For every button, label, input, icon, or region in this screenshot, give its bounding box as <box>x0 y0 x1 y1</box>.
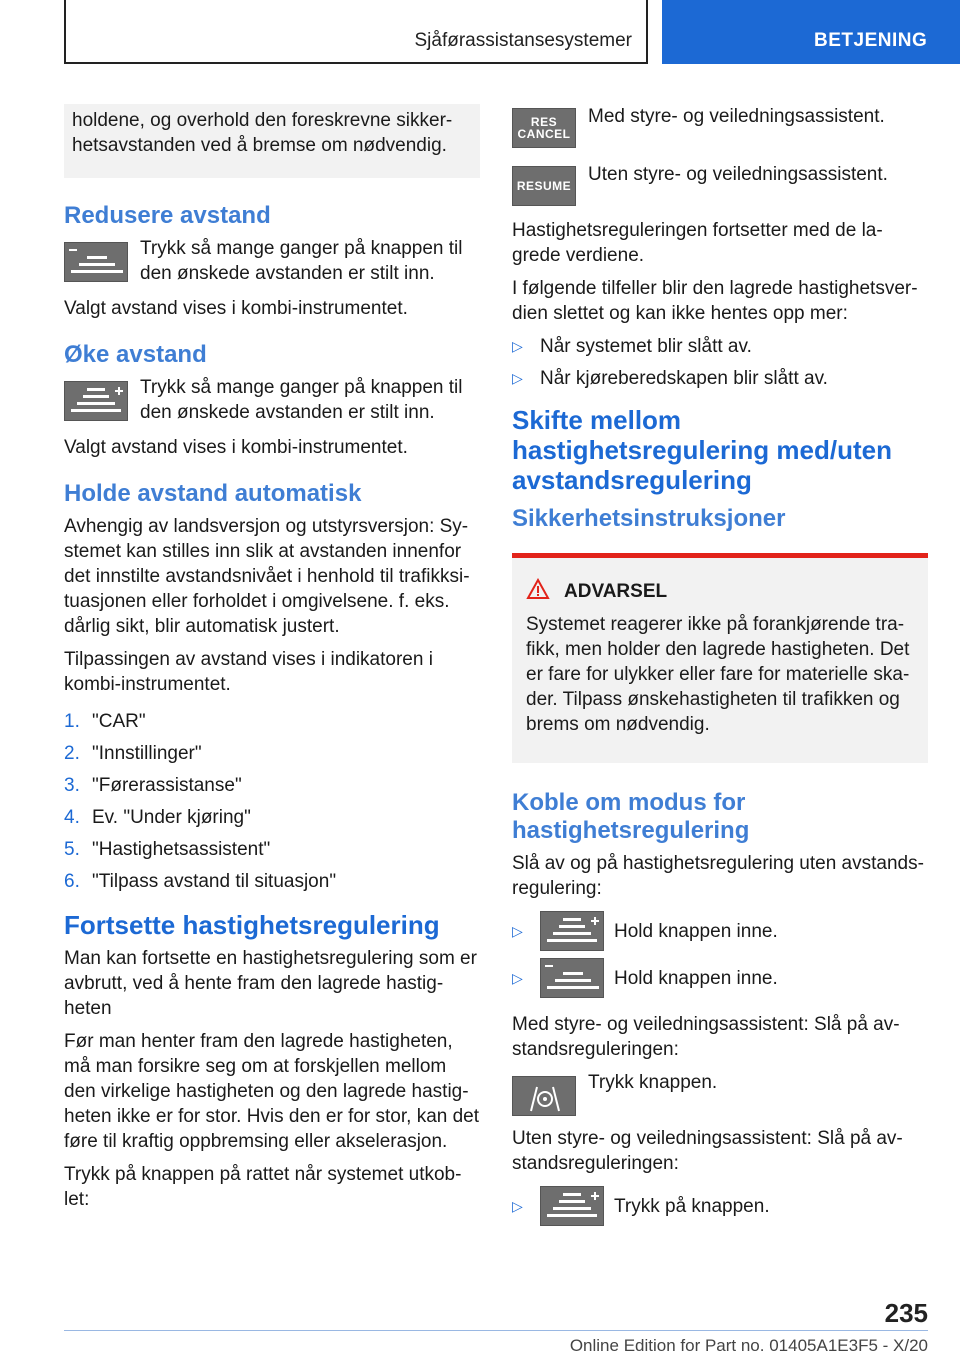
reduce-distance-row <box>64 236 480 286</box>
footer-divider <box>64 1330 928 1331</box>
warning-title-row <box>520 578 920 606</box>
resume-paragraph-3: Trykk på knappen på rattet når systemet utkob-let: <box>64 1164 462 1210</box>
distance-minus-button-icon <box>64 242 128 282</box>
list-item: 3. "Førerassistanse" <box>64 775 242 796</box>
list-item: ▷ Hold knappen inne. <box>512 911 928 951</box>
page-number: 235 <box>884 1298 928 1328</box>
reduce-distance-note: Valgt avstand vises i kombi-instrumentet. <box>64 298 408 319</box>
list-item: 2. "Innstillinger" <box>64 743 202 764</box>
triangle-bullet-icon: ▷ <box>512 969 523 986</box>
res-cancel-text: Med styre- og veiledningsassistent. <box>588 106 885 127</box>
list-item: 5. "Hastighetsassistent" <box>64 839 271 860</box>
mode-switch-heading: Koble om modus for hastighetsregulering <box>512 789 750 844</box>
distance-minus-button-icon <box>540 958 604 998</box>
distance-plus-button-icon <box>64 381 128 421</box>
mode-off-on-paragraph: Slå av og på hastighetsregulering uten avstands-regulering: <box>512 853 924 899</box>
edition-footer: Online Edition for Part no. 01405A1E3F5 - X/20 <box>569 1336 928 1355</box>
resume-row <box>512 162 928 206</box>
triangle-bullet-icon: ▷ <box>512 370 523 386</box>
hold-buttons-list <box>512 911 928 998</box>
resume-continues-paragraph: Hastighetsreguleringen fortsetter med de la-grede verdiene. <box>512 220 883 266</box>
resume-paragraph-2: Før man henter fram den lagrede hastigheten, må man forsikre seg om at forskjellen mellom den virkelige hastigheten og den lagrede hastig-heten ikke er for stor. Hvis den er for stor, kan det føre til kraftig oppbremsing eller akselerasjon. <box>64 1031 480 1152</box>
list-item: ▷ Når systemet blir slått av. <box>512 336 752 357</box>
list-item: ▷ Trykk på knappen. <box>512 1186 928 1226</box>
continued-paragraph: holdene, og overhold den foreskrevne sikker-hetsavstanden ved å bremse om nødvendig. <box>72 110 453 156</box>
press-button-row <box>512 1070 928 1116</box>
settings-steps-list <box>64 709 480 894</box>
warning-box <box>512 553 928 763</box>
left-column <box>64 104 480 1220</box>
res-cancel-row <box>512 104 928 148</box>
warning-triangle-icon <box>526 578 550 606</box>
triangle-bullet-icon: ▷ <box>512 338 523 354</box>
deletion-cases-list <box>512 334 928 391</box>
triangle-bullet-icon: ▷ <box>512 922 523 939</box>
press-button-list <box>512 1186 928 1226</box>
distance-plus-button-icon <box>540 1186 604 1226</box>
distance-plus-button-icon <box>540 911 604 951</box>
resume-button-icon: RESUME <box>512 166 576 206</box>
increase-distance-row <box>64 375 480 425</box>
without-steering-paragraph: Uten styre- og veiledningsassistent: Slå på av-standsreguleringen: <box>512 1128 903 1174</box>
continued-paragraph-box <box>64 104 480 178</box>
res-cancel-button-icon: RES CANCEL <box>512 108 576 148</box>
section-title: BETJENING <box>814 30 928 51</box>
increase-distance-heading: Øke avstand <box>64 341 207 368</box>
header-chapter-box <box>64 0 648 64</box>
press-button-text: Trykk knappen. <box>588 1072 718 1093</box>
warning-title: ADVARSEL <box>564 581 668 602</box>
stored-speed-deleted-paragraph: I følgende tilfeller blir den lagrede hastighetsver-dien slettet og kan ikke hentes opp mer: <box>512 278 918 324</box>
resume-paragraph-1: Man kan fortsette en hastighetsregulering som er avbrutt, ved å hente fram den lagrede hastig-heten <box>64 948 477 1019</box>
list-item: 1. "CAR" <box>64 711 146 732</box>
chapter-title: Sjåførassistansesystemer <box>414 30 632 51</box>
steering-assist-button-icon <box>512 1076 576 1116</box>
list-item: 4. Ev. "Under kjøring" <box>64 807 251 828</box>
auto-distance-heading: Holde avstand automatisk <box>64 480 362 507</box>
increase-distance-note: Valgt avstand vises i kombi-instrumentet. <box>64 437 408 458</box>
safety-instructions-heading: Sikkerhetsinstruksjoner <box>512 505 786 532</box>
auto-distance-paragraph: Avhengig av landsversjon og utstyrsversjon: Sy-stemet kan stilles inn slik at avstanden innenfor det innstilte avstandsnivået i henhold til trafikksi-tuasjonen eller forholdet i omgivelsene. f. eks. dårlig sikt, blir automatisk justert. <box>64 516 470 637</box>
auto-distance-indicator-note: Tilpassingen av avstand vises i indikatoren i kombi-instrumentet. <box>64 649 433 695</box>
list-item: ▷ Når kjøreberedskapen blir slått av. <box>512 368 828 389</box>
list-item: 6. "Tilpass avstand til situasjon" <box>64 871 337 892</box>
increase-distance-instruction: Trykk så mange ganger på knappen til den ønskede avstanden er stilt inn. <box>140 377 463 423</box>
resume-text: Uten styre- og veiledningsassistent. <box>588 164 888 185</box>
resume-speed-control-heading: Fortsette hastighetsregulering <box>64 910 440 940</box>
header-section-tab <box>662 0 960 64</box>
switch-mode-heading: Skifte mellom hastighetsregulering med/uten avstandsregulering <box>512 405 892 495</box>
with-steering-paragraph: Med styre- og veiledningsassistent: Slå på av-standsreguleringen: <box>512 1014 900 1060</box>
triangle-bullet-icon: ▷ <box>512 1197 523 1214</box>
warning-text: Systemet reagerer ikke på forankjørende tra-fikk, men holder den lagrede hastigheten. Det er fare for ulykker eller fare for materielle ska-der. Tilpass ønskehastigheten til trafikken og brems om nødvendig. <box>526 614 910 735</box>
right-column <box>512 104 928 1240</box>
reduce-distance-instruction: Trykk så mange ganger på knappen til den ønskede avstanden er stilt inn. <box>140 238 463 284</box>
list-item: ▷ Hold knappen inne. <box>512 958 928 998</box>
reduce-distance-heading: Redusere avstand <box>64 202 271 229</box>
